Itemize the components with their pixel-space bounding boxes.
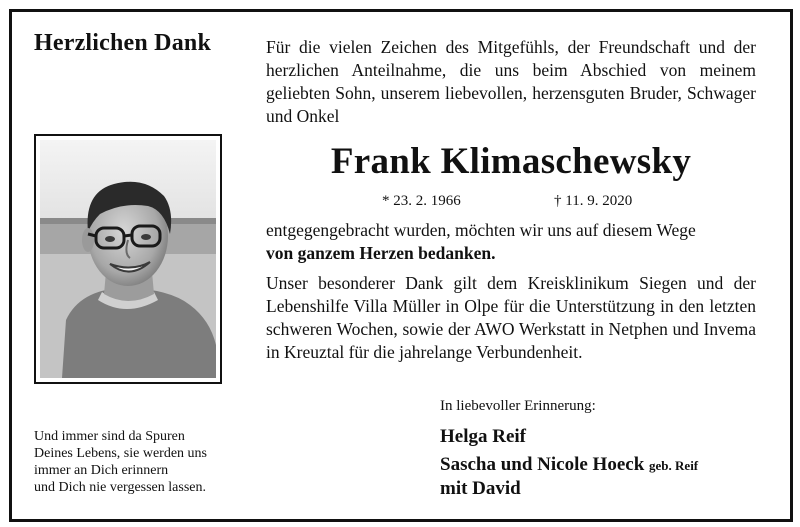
signature-helga: Helga Reif [440,426,527,447]
birth-date: * 23. 2. 1966 [382,193,461,209]
poem [34,428,254,496]
signature-hoeck-note: geb. Reif [649,458,699,473]
thanks-line: entgegengebracht wurden, möchten wir uns auf diesem Wege [266,220,696,240]
death-date: † 11. 9. 2020 [554,193,633,209]
thanks-text [266,219,756,265]
portrait-photo [34,134,222,384]
deceased-name: Frank Klimaschewsky [330,141,692,182]
poem-line: Und immer sind da Spuren [34,429,185,444]
portrait-photo-icon [40,140,216,378]
poem-line: Deines Lebens, sie werden uns [34,446,208,461]
poem-line: immer an Dich erinnern [34,463,169,478]
memory-label: In liebevoller Erinnerung: [440,398,596,414]
heading-title: Herzlichen Dank [34,30,211,56]
intro-text: Für die vielen Zeichen des Mitgefühls, der Freundschaft und der herzlichen Anteilnahme, die uns beim Abschied von meinem geliebten Sohn, unserem liebevollen, herzensguten Bruder, Schwager und Onkel [266,37,756,126]
signature-david: mit David [440,478,521,499]
signature-hoeck-names: Sascha und Nicole Hoeck [440,454,645,475]
thanks-emphasis: von ganzem Herzen bedanken. [266,243,496,263]
special-thanks-text: Unser besonderer Dank gilt dem Kreisklinikum Siegen und der Lebenshilfe Villa Müller in Olpe für die Unterstützung in den letzten schweren Wochen, sowie der AWO Werkstatt in Netphen und Invema in Kreuztal für die jahrelange Verbundenheit. [266,273,756,362]
signature-hoeck [440,454,698,476]
poem-line: und Dich nie vergessen lassen. [34,480,206,495]
